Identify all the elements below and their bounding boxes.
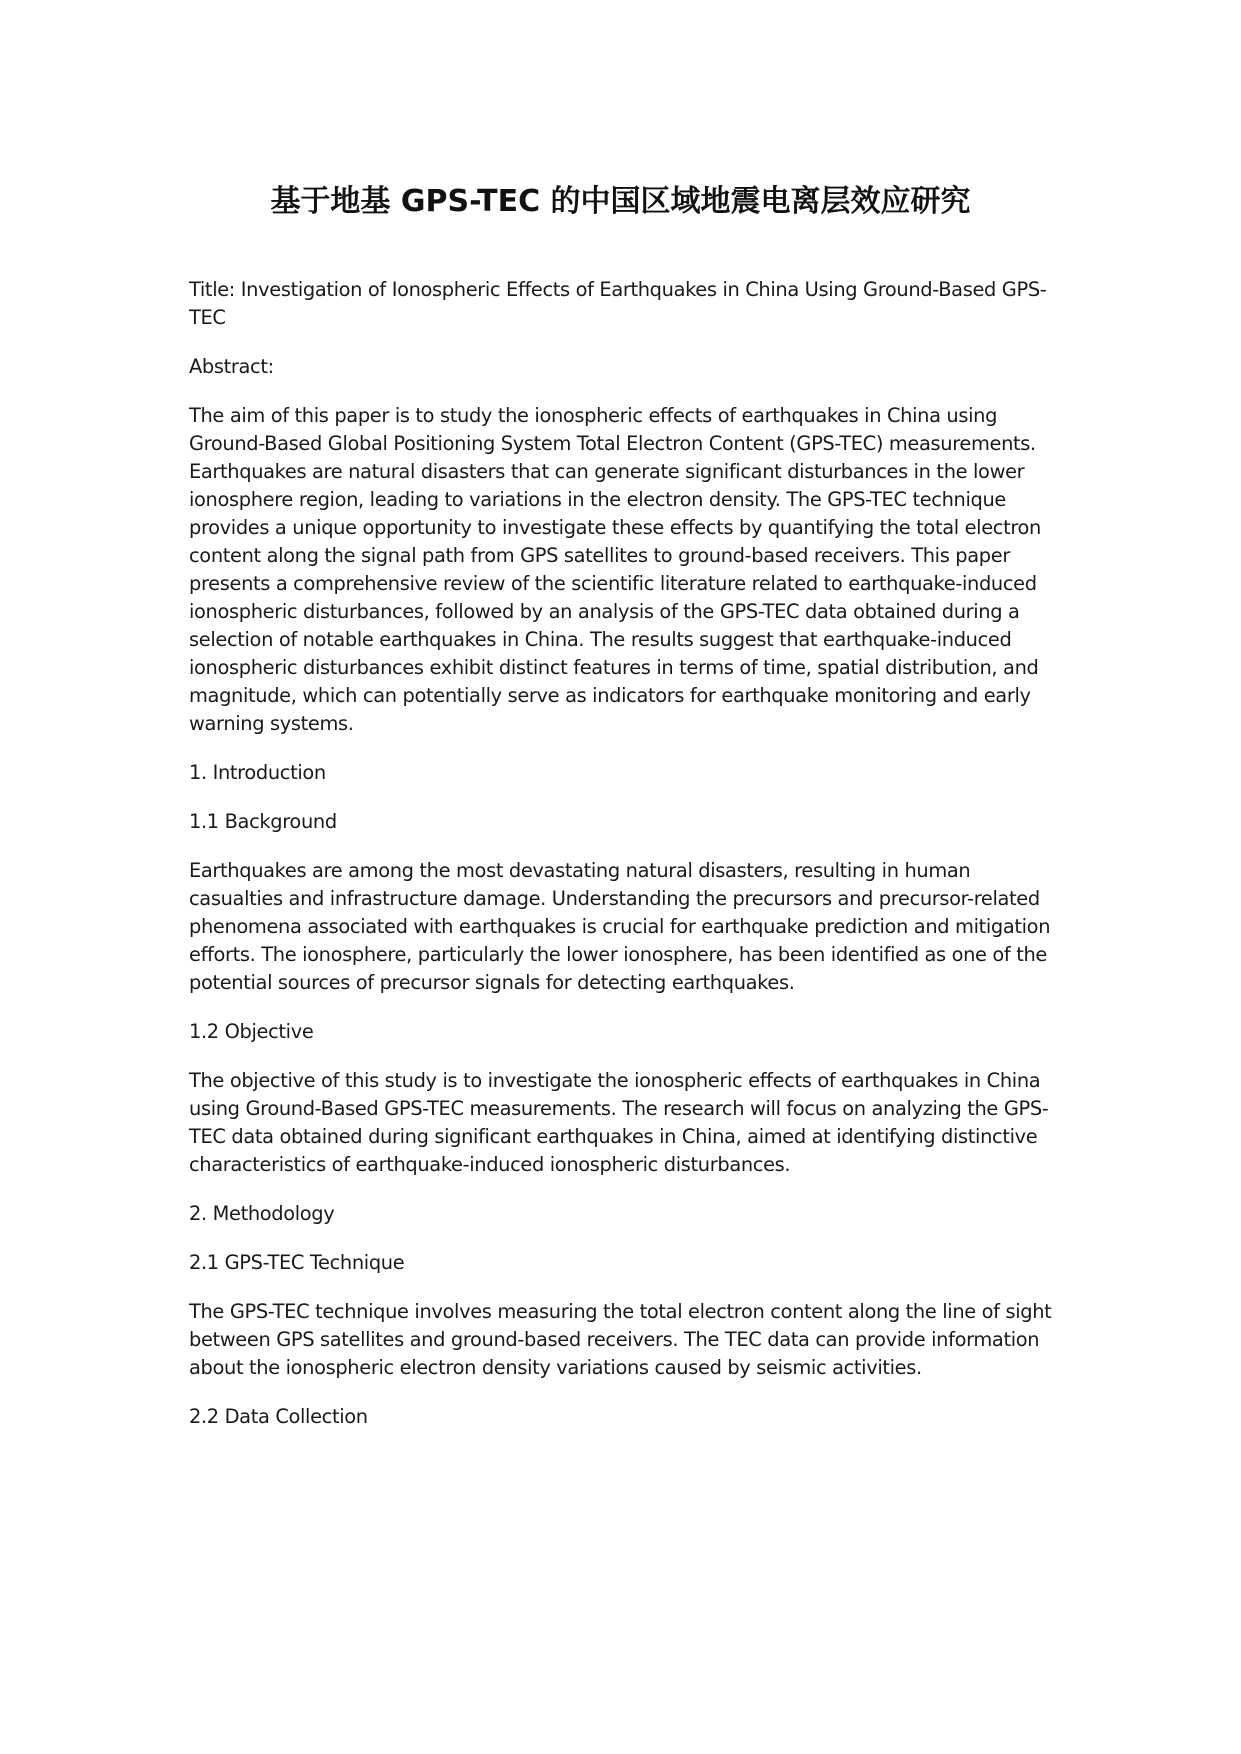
page-title: 基于地基 GPS-TEC 的中国区域地震电离层效应研究 <box>270 184 971 219</box>
abstract-paragraph: The aim of this paper is to study the ionospheric effects of earthquakes in China using Ground-Based Global Positioning System Total Electron Content (GPS-TEC) measurements. Earthquakes are natural disasters that can generate significant disturbances in the lower ionosphere region, leading to variations in the electron density. The GPS-TEC technique provides a unique opportunity to investigate these effects by quantifying the total electron content along the signal path from GPS satellites to ground-based receivers. This paper presents a comprehensive review of the scientific literature related to earthquake-induced ionospheric disturbances, followed by an analysis of the GPS-TEC data obtained during a selection of notable earthquakes in China. The results suggest that earthquake-induced ionospheric disturbances exhibit distinct features in terms of time, spatial distribution, and magnitude, which can potentially serve as indicators for earthquake monitoring and early warning systems. <box>189 404 1041 735</box>
section-heading-gps-tec-technique: 2.1 GPS-TEC Technique <box>189 1251 405 1274</box>
gps-tec-technique-paragraph: The GPS-TEC technique involves measuring the total electron content along the line of sight between GPS satellites and ground-based receivers. The TEC data can provide information about the ionospheric electron density variations caused by seismic activities. <box>189 1300 1052 1379</box>
english-title: Title: Investigation of Ionospheric Effects of Earthquakes in China Using Ground-Based GPS-TEC <box>189 278 1047 329</box>
section-heading-methodology: 2. Methodology <box>189 1202 335 1225</box>
section-heading-background: 1.1 Background <box>189 810 337 833</box>
section-heading-data-collection: 2.2 Data Collection <box>189 1405 368 1428</box>
background-paragraph: Earthquakes are among the most devastating natural disasters, resulting in human casualties and infrastructure damage. Understanding the precursors and precursor-related phenomena associated with earthquakes is crucial for earthquake prediction and mitigation efforts. The ionosphere, particularly the lower ionosphere, has been identified as one of the potential sources of precursor signals for detecting earthquakes. <box>189 859 1051 994</box>
document-body <box>189 276 1059 1452</box>
objective-paragraph: The objective of this study is to investigate the ionospheric effects of earthquakes in China using Ground-Based GPS-TEC measurements. The research will focus on analyzing the GPS-TEC data obtained during significant earthquakes in China, aimed at identifying distinctive characteristics of earthquake-induced ionospheric disturbances. <box>189 1069 1049 1176</box>
abstract-label: Abstract: <box>189 355 274 378</box>
section-heading-objective: 1.2 Objective <box>189 1020 314 1043</box>
section-heading-introduction: 1. Introduction <box>189 761 326 784</box>
